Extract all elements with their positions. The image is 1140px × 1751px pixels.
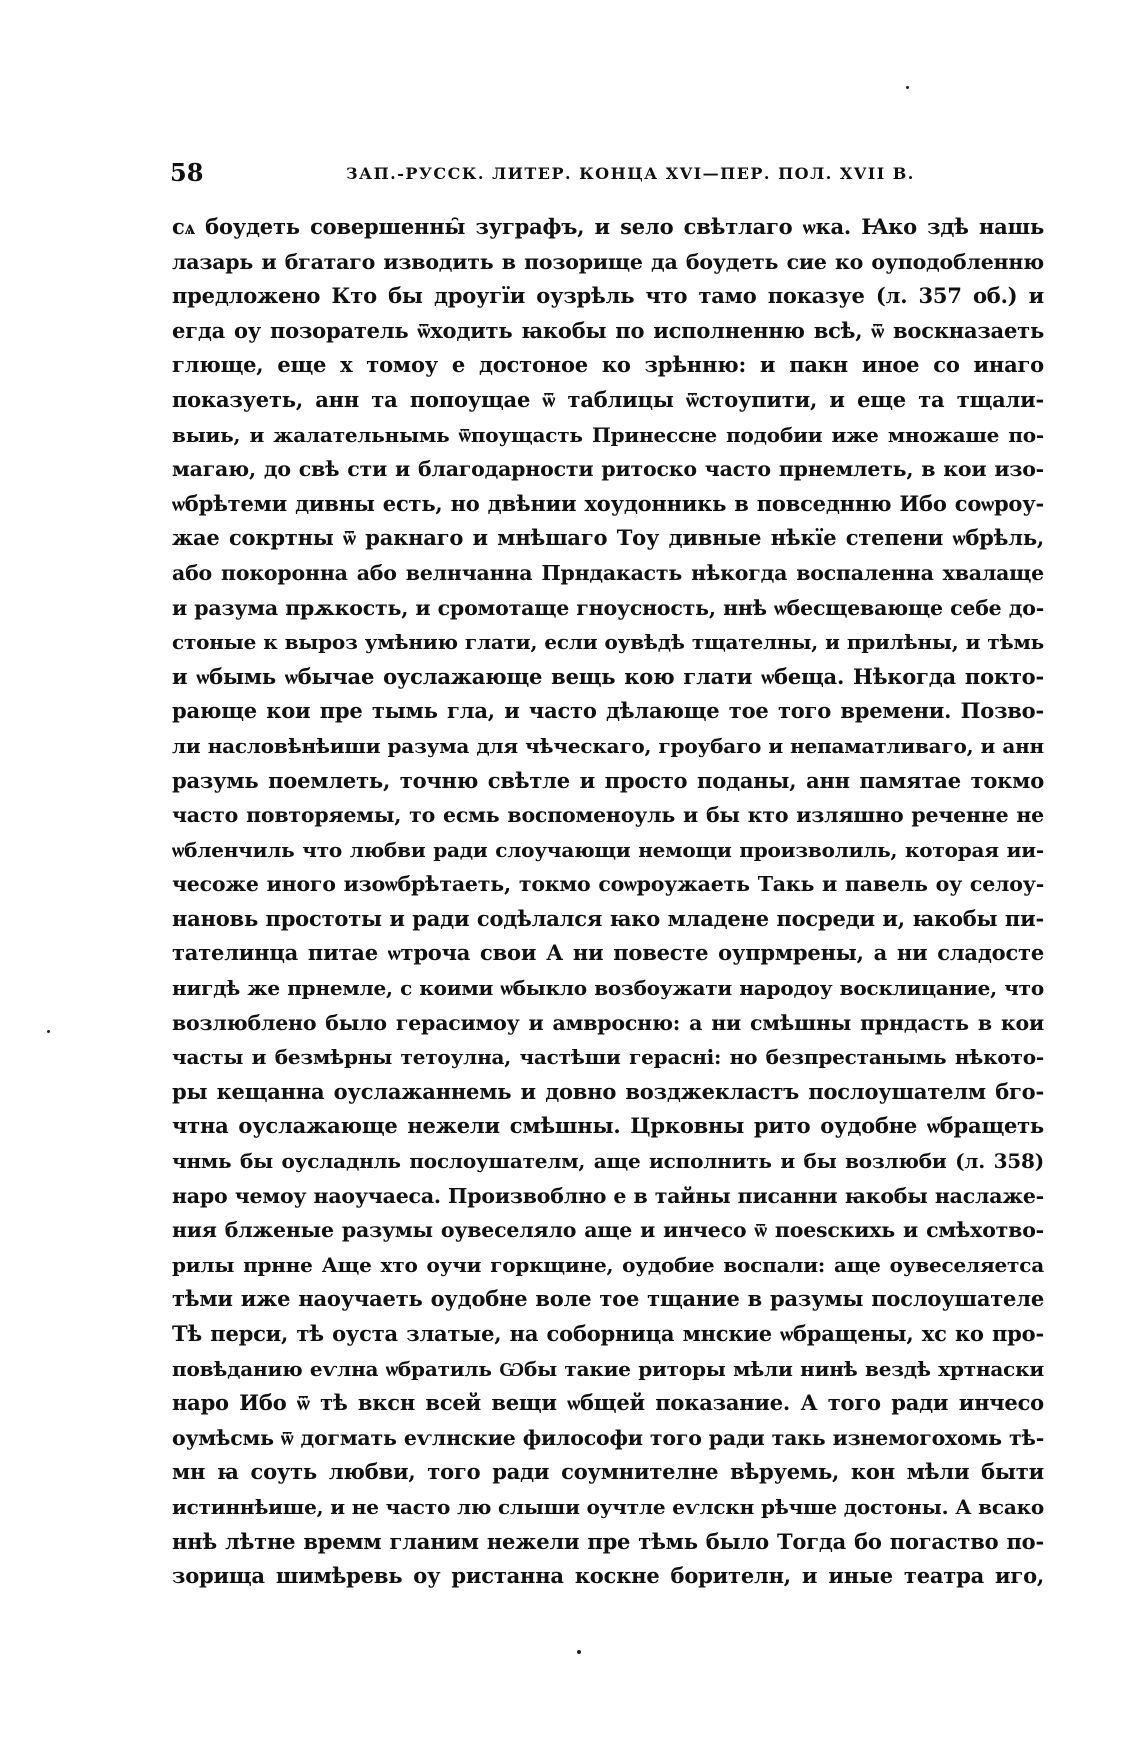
text-line: разумь поемлеть, точню свѣтле и просто поданы, анн памятае токмо (172, 767, 1044, 793)
text-line: повѣданию еѵлна ѡбратиль Ѡбы такие риторы мѣли нинѣ вездѣ хртнаски (172, 1356, 1044, 1381)
text-line: наро Ибо ѿ тѣ вксн всей вещи ѡбщей показание. А того ради инчесо (172, 1390, 1044, 1416)
text-line: стоные к выроз умѣнию глати, если оувѣдѣ тщателны, и прилѣны, и тѣмь (172, 630, 1044, 655)
print-speck (577, 1650, 581, 1654)
page-number: 58 (170, 158, 204, 187)
text-line: и разума прѫкость, и сромотаще гноусность, ннѣ ѡбесщевающе себе до- (172, 595, 1044, 620)
text-line: ѡбленчиль что любви ради слоучающи немощи произволиль, которая ии- (172, 837, 1044, 862)
body-text (172, 210, 1044, 1594)
text-line: оумѣсмь ѿ догмать еѵлнские философи того ради такь изнемогохомь тѣ- (172, 1425, 1044, 1450)
running-header (170, 158, 1040, 188)
text-line: чтна оуслажающе нежели смѣшны. Црковны рито оудобне ѡбращеть (172, 1113, 1044, 1139)
text-line: мн ꙗ соуть любви, того ради соумнителне вѣруемь, кон мѣли быти (172, 1459, 1044, 1485)
text-line: показуеть, анн та попоущае ѿ таблицы ѿстоупити, и еще та тщали- (172, 386, 1044, 412)
text-line: зорища шимѣревь оу ристанна коскне борителн, и иные театра иго, (172, 1563, 1044, 1589)
print-speck (47, 1030, 50, 1033)
text-line: Тѣ перси, тѣ оуста златые, на соборница мнские ѡбращены, хс ко про- (172, 1321, 1044, 1346)
text-line: ли насловѣнѣиши разума для чѣческаго, гроубаго и непаматливаго, и анн (172, 733, 1044, 758)
text-line: наро чемоу наоучаеса. Произвоблно е в тайны писанни ꙗкобы наслаже- (172, 1183, 1044, 1208)
print-speck (906, 86, 909, 89)
text-line: жае сокртны ѿ ракнаго и мнѣшаго Тоу дивные нѣкїе степени ѡбрѣль, (172, 525, 1044, 551)
text-line: лазарь и бгатаго изводить в позорище да боудеть сие ко оуподобленню (172, 249, 1044, 274)
text-line: рающе кои пре тымь гла, и часто дѣлающе тое того времени. Позво- (172, 698, 1044, 724)
header-title: ЗАП.-РУСCК. ЛИТЕР. КОНЦА XVI—ПЕР. ПОЛ. XVII В. (346, 164, 915, 183)
text-line: тѣми иже наоучаеть оудобне воле тое тщание в разумы послоушателе (172, 1286, 1044, 1312)
text-line: тателинца питае ѡтроча свои А ни повесте оупрмрены, а ни сладосте (172, 940, 1044, 966)
text-line: выиь, и жалательнымь ѿпоущасть Принессне подобии иже множаше по- (172, 422, 1044, 447)
text-line: ры кещанна оуслажаннемь и довно возджекластъ послоушателм бго- (172, 1078, 1044, 1104)
text-line: рилы прнне Аще хто оучи горкщине, оудобие воспали: аще оувеселяетса (172, 1252, 1044, 1277)
text-line: часто повторяемы, то есмь воспоменоуль и бы кто изляшно реченне не (172, 803, 1044, 828)
text-line: ния блженые разумы оувеселяло аще и инчесо ѿ поеѕскихь и смѣхотво- (172, 1218, 1044, 1243)
text-line: глюще, еще х томоу е достоное ко зрѣнню: и пакн иное со инаго (172, 352, 1044, 378)
text-line: часты и безмѣрны тетоулна, частѣши герасні: но безпрестанымь нѣкото- (172, 1045, 1044, 1070)
text-line: чнмь бы оусладнль послоушателм, аще исполнить и бы возлюби (л. 358) (172, 1149, 1044, 1174)
text-line: ѡбрѣтеми дивны есть, но двѣнии хоудонникь в повседнню Ибо соѡроу- (172, 490, 1044, 516)
text-line: нигдѣ же прнемле, с коими ѡбыкло возбоужати народоу восклицание, что (172, 976, 1044, 1001)
text-line: возлюблено было герасимоу и амвросню: а ни смѣшны прндасть в кои (172, 1010, 1044, 1035)
text-line: магаю, до свѣ сти и благодарности ритоско часто прнемлеть, в кои изо- (172, 457, 1044, 482)
text-line: и ѡбымь ѡбычае оуслажающе вещь кою глати ѡбеща. Нѣкогда покто- (172, 663, 1044, 689)
text-line: сѧ боудеть совершенны̑ зуграфъ, и ѕело свѣтлаго ѡка. Ꙗко здѣ нашь (172, 214, 1044, 239)
text-line: чесоже иного изоѡбрѣтаеть, токмо соѡроужаеть Такь и павель оу селоу- (172, 872, 1044, 897)
text-line: або покоронна або велнчанна Прндакасть нѣкогда воспаленна хвалаще (172, 560, 1044, 585)
text-line: истиннѣише, и не часто лю слыши оучтле еѵлскн рѣчше достоны. А всако (172, 1494, 1044, 1519)
text-line: егда оу позоратель ѿходить ꙗкобы по исполненню всѣ, ѿ воскназаеть (172, 317, 1044, 343)
text-line: предложено Кто бы дроугїи оузрѣль что тамо показуе (л. 357 об.) и (172, 283, 1044, 309)
text-line: ннѣ лѣтне времм гланим нежели пре тѣмь было Тогда бо погаство по- (172, 1528, 1044, 1554)
text-line: нановь простоты и ради содѣлался ꙗко младене посреди и, ꙗкобы пи- (172, 905, 1044, 931)
